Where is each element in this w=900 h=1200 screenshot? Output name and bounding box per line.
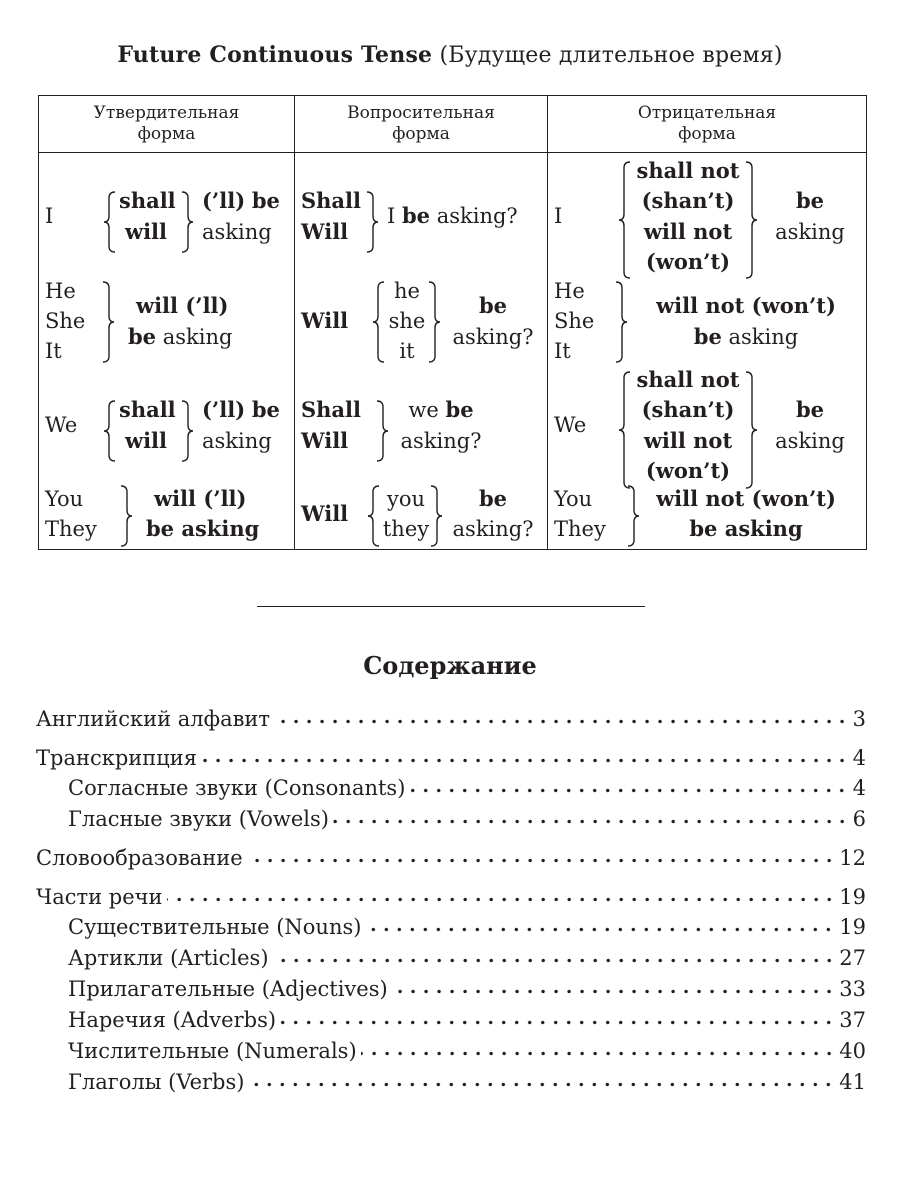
toc-leader-dots	[392, 987, 836, 996]
pronoun: we	[408, 398, 439, 422]
auxiliary: will	[125, 428, 168, 453]
pronoun: I	[554, 204, 563, 228]
pronoun: She	[554, 309, 595, 333]
participle: asking	[181, 516, 260, 541]
toc-entry-label: Наречия (Adverbs)	[68, 1008, 277, 1032]
toc-entry-page: 19	[839, 915, 866, 939]
toc-leader-dots	[409, 786, 848, 795]
toc-leader-dots	[333, 817, 849, 826]
pronoun: You	[45, 487, 84, 511]
left-brace	[372, 281, 386, 363]
be-word: be	[401, 203, 431, 228]
right-brace	[626, 485, 640, 547]
auxiliary: will	[154, 486, 197, 511]
toc-entry-page: 4	[852, 776, 866, 800]
toc-entry-page: 41	[839, 1070, 866, 1094]
negative-cell	[548, 153, 867, 550]
contraction: (’ll)	[185, 293, 229, 318]
toc-heading: Содержание	[363, 651, 537, 680]
toc-entry-label: Гласные звуки (Vowels)	[68, 807, 329, 831]
pronoun: It	[45, 339, 62, 363]
auxiliary: Shall	[301, 188, 361, 213]
be-word: be	[693, 324, 722, 349]
left-brace	[103, 400, 117, 462]
toc-subentry[interactable]	[68, 912, 866, 942]
toc-leader-dots	[167, 895, 836, 904]
pronoun: They	[45, 517, 97, 541]
auxiliary: Will	[301, 428, 349, 453]
toc-entry[interactable]	[36, 743, 866, 773]
negation: (won’t)	[645, 249, 731, 274]
participle: asking	[775, 429, 845, 453]
auxiliary: will	[125, 219, 168, 244]
pronoun: He	[45, 279, 76, 303]
negation: will not (won’t)	[656, 486, 836, 511]
toc-entry[interactable]	[36, 882, 866, 912]
right-brace	[365, 191, 379, 253]
be-word: be	[478, 293, 508, 318]
pronoun: you	[386, 487, 426, 511]
negation: shall not	[636, 158, 740, 183]
negation: will not (won’t)	[656, 293, 836, 318]
right-brace	[101, 281, 115, 363]
be-word: be	[478, 486, 508, 511]
auxiliary: shall	[119, 397, 176, 422]
right-brace	[180, 191, 194, 253]
toc-entry-page: 3	[852, 707, 866, 731]
pronoun: she	[388, 309, 426, 333]
participle: asking	[728, 325, 799, 349]
negation: (shan’t)	[641, 188, 735, 213]
be-word: be	[689, 516, 718, 541]
participle: asking?	[436, 204, 518, 228]
participle: asking?	[452, 325, 534, 349]
right-brace	[119, 485, 133, 547]
negation: (won’t)	[645, 458, 731, 483]
future-continuous-table	[38, 95, 867, 550]
contraction: (’ll)	[202, 397, 246, 422]
be-word: be	[128, 324, 157, 349]
page-title	[0, 42, 900, 68]
auxiliary: Shall	[301, 397, 361, 422]
pronoun: I	[45, 204, 54, 228]
be-word: be	[146, 516, 175, 541]
be-word: be	[445, 397, 474, 422]
right-brace	[744, 161, 758, 279]
toc-subentry[interactable]	[68, 773, 866, 803]
toc-entry-label: Глаголы (Verbs)	[68, 1070, 245, 1094]
toc-subentry[interactable]	[68, 1005, 866, 1035]
toc-subentry[interactable]	[68, 943, 866, 973]
toc-leader-dots	[274, 717, 849, 726]
be-word: be	[251, 397, 280, 422]
toc-subentry[interactable]	[68, 1067, 866, 1097]
toc-entry-page: 33	[839, 977, 866, 1001]
table-header-row	[39, 96, 867, 153]
pronoun: He	[554, 279, 585, 303]
participle: asking	[162, 325, 233, 349]
toc-entry-page: 27	[839, 946, 866, 970]
negation: will not	[643, 219, 733, 244]
toc-leader-dots	[273, 956, 836, 965]
participle: asking?	[452, 517, 534, 541]
toc-leader-dots	[280, 1018, 835, 1027]
negation: shall not	[636, 367, 740, 392]
right-brace	[375, 400, 389, 462]
right-brace	[429, 485, 443, 547]
header-negative: Отрицательная форма	[548, 96, 867, 153]
participle: asking	[724, 516, 803, 541]
header-interrogative: Вопросительная форма	[295, 96, 548, 153]
participle: asking?	[400, 429, 482, 453]
toc-entry-page: 37	[839, 1008, 866, 1032]
toc-leader-dots	[248, 1080, 835, 1089]
toc-subentry[interactable]	[68, 974, 866, 1004]
auxiliary: Will	[301, 219, 349, 244]
negation: will not	[643, 428, 733, 453]
affirmative-cell	[39, 153, 295, 550]
toc-entry-label: Артикли (Articles)	[68, 946, 269, 970]
right-brace	[180, 400, 194, 462]
toc-entry-page: 12	[839, 846, 866, 870]
pronoun: he	[394, 279, 420, 303]
tense-name: Future Continuous Tense	[117, 42, 433, 68]
toc-leader-dots	[361, 1049, 836, 1058]
participle: asking	[202, 220, 272, 244]
header-affirmative: Утвердительная форма	[39, 96, 295, 153]
toc-entry-label: Согласные звуки (Consonants)	[68, 776, 406, 800]
pronoun: She	[45, 309, 86, 333]
toc-entry-label: Словообразование	[36, 846, 243, 870]
right-brace	[427, 281, 441, 363]
toc-subentry[interactable]	[68, 1036, 866, 1066]
auxiliary: shall	[119, 188, 176, 213]
be-word: be	[795, 188, 825, 213]
auxiliary: Will	[301, 308, 349, 333]
negation: (shan’t)	[641, 397, 735, 422]
pronoun: We	[45, 413, 78, 437]
toc-subentry[interactable]	[68, 804, 866, 834]
pronoun: It	[554, 339, 571, 363]
right-brace	[614, 281, 628, 363]
pronoun: it	[399, 339, 415, 363]
pronoun: I	[387, 204, 396, 228]
pronoun: they	[382, 517, 430, 541]
toc-entry-page: 19	[839, 885, 866, 909]
pronoun: We	[554, 413, 587, 437]
be-word: be	[251, 188, 280, 213]
auxiliary: Will	[301, 501, 349, 526]
toc-leader-dots	[365, 925, 835, 934]
left-brace	[103, 191, 117, 253]
toc-entry-page: 6	[852, 807, 866, 831]
toc-entry[interactable]	[36, 843, 866, 873]
participle: asking	[202, 429, 272, 453]
section-divider	[257, 606, 645, 607]
contraction: (’ll)	[202, 188, 246, 213]
auxiliary: will	[136, 293, 179, 318]
pronoun: They	[554, 517, 606, 541]
toc-entry[interactable]	[36, 704, 866, 734]
toc-entry-label: Части речи	[36, 885, 163, 909]
toc-entry-label: Числительные (Numerals)	[68, 1039, 357, 1063]
participle: asking	[775, 220, 845, 244]
toc-leader-dots	[247, 856, 836, 865]
be-word: be	[795, 397, 825, 422]
table-body-row	[39, 153, 867, 550]
toc-entry-label: Английский алфавит	[36, 707, 271, 731]
toc-entry-label: Транскрипция	[36, 746, 198, 770]
pronoun: You	[554, 487, 593, 511]
contraction: (’ll)	[203, 486, 247, 511]
interrogative-cell	[295, 153, 548, 550]
toc-entry-label: Существительные (Nouns)	[68, 915, 362, 939]
toc-leader-dots	[201, 756, 849, 765]
toc-entry-page: 4	[852, 746, 866, 770]
toc-entry-page: 40	[839, 1039, 866, 1063]
right-brace	[744, 371, 758, 489]
tense-name-translation: (Будущее длительное время)	[439, 43, 783, 68]
toc-entry-label: Прилагательные (Adjectives)	[68, 977, 388, 1001]
